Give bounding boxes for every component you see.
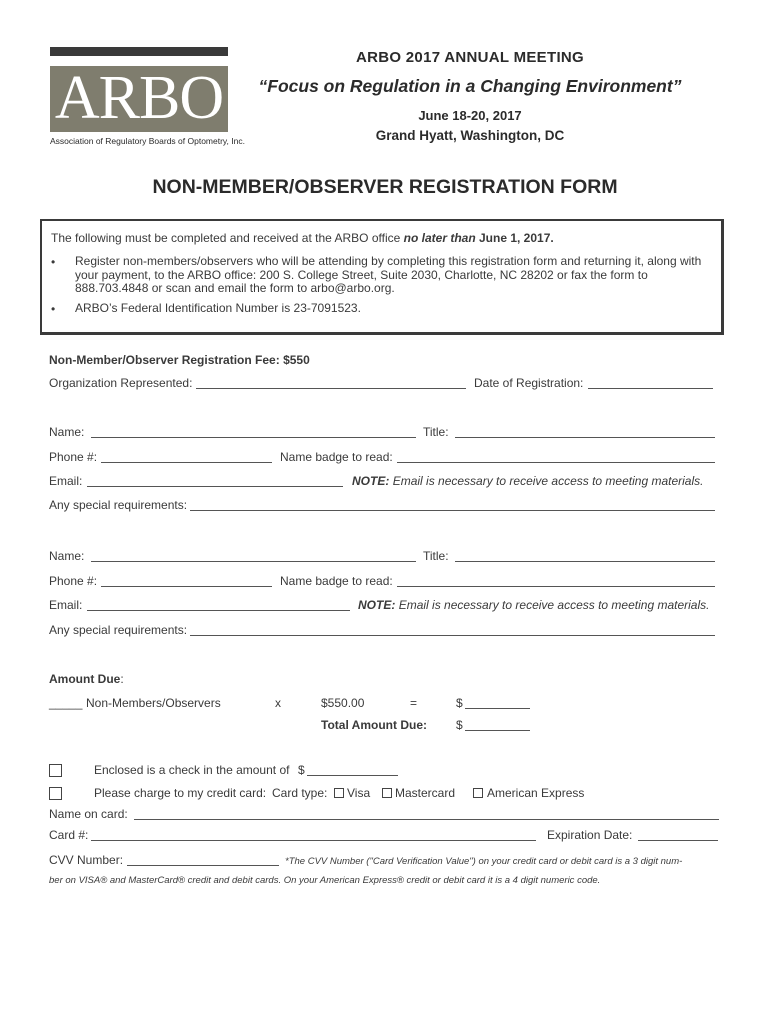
title-label: Title:: [423, 425, 449, 439]
card-type-label: Card type:: [272, 786, 328, 800]
special-requirements-label: Any special requirements:: [49, 498, 188, 512]
name-badge-field[interactable]: [397, 462, 715, 463]
cvv-field[interactable]: [127, 865, 279, 866]
total-dollar: $: [456, 718, 463, 732]
cvv-label: CVV Number:: [49, 853, 124, 867]
check-dollar: $: [298, 763, 305, 777]
email-field[interactable]: [87, 486, 343, 487]
equals-symbol: =: [410, 696, 418, 710]
visa-label: Visa: [347, 786, 371, 800]
email-note: NOTE: Email is necessary to receive access to meeting materials.: [352, 474, 704, 488]
meeting-theme: “Focus on Regulation in a Changing Environment”: [258, 76, 682, 96]
bullet-marker: •: [51, 302, 56, 316]
form-title: NON-MEMBER/OBSERVER REGISTRATION FORM: [152, 176, 618, 198]
mastercard-checkbox[interactable]: [382, 788, 392, 798]
registration-fee: Non-Member/Observer Registration Fee: $550: [49, 353, 310, 367]
subtotal-field[interactable]: [465, 708, 530, 709]
check-label: Enclosed is a check in the amount of: [94, 763, 290, 777]
arbo-logo: ARBO: [54, 64, 224, 132]
amex-label: American Express: [487, 786, 585, 800]
expiration-field[interactable]: [638, 840, 718, 841]
email-label: Email:: [49, 474, 83, 488]
name-badge-label: Name badge to read:: [280, 574, 393, 588]
special-requirements-label: Any special requirements:: [49, 623, 188, 637]
mastercard-label: Mastercard: [395, 786, 456, 800]
bullet-marker: •: [51, 255, 56, 269]
unit-price: $550.00: [321, 696, 365, 710]
email-label: Email:: [49, 598, 83, 612]
credit-card-label: Please charge to my credit card:: [94, 786, 267, 800]
title-field[interactable]: [455, 561, 715, 562]
name-on-card-field[interactable]: [134, 819, 719, 820]
meeting-title: ARBO 2017 ANNUAL MEETING: [355, 49, 585, 66]
name-label: Name:: [49, 549, 85, 563]
instructions-bullet-1: Register non-members/observers who will be attending by completing this registration form and returning it, along with your payment, to the ARBO office: 200 S. College Street, Suite 2030, Charlotte, NC 28202 or fax the form to 888.703.4848 or scan and email the form to arbo@arbo.org.: [75, 254, 702, 295]
visa-checkbox[interactable]: [334, 788, 344, 798]
meeting-dates: June 18-20, 2017: [418, 108, 522, 123]
amex-checkbox[interactable]: [473, 788, 483, 798]
title-field[interactable]: [455, 437, 715, 438]
phone-label: Phone #:: [49, 450, 98, 464]
date-registration-label: Date of Registration:: [474, 376, 584, 390]
phone-field[interactable]: [101, 462, 272, 463]
instructions-bullet-2: ARBO’s Federal Identification Number is 23-7091523.: [75, 301, 361, 315]
name-field[interactable]: [91, 437, 416, 438]
check-checkbox[interactable]: [49, 764, 62, 777]
email-note: NOTE: Email is necessary to receive access to meeting materials.: [358, 598, 710, 612]
title-label: Title:: [423, 549, 449, 563]
card-number-label: Card #:: [49, 828, 89, 842]
organization-label: Organization Represented:: [49, 376, 193, 390]
logo-top-bar: [50, 47, 228, 56]
name-on-card-label: Name on card:: [49, 807, 128, 821]
special-requirements-field[interactable]: [190, 635, 715, 636]
amount-due-heading: Amount Due:: [49, 672, 124, 686]
name-badge-field[interactable]: [397, 586, 715, 587]
name-field[interactable]: [91, 561, 416, 562]
total-amount-field[interactable]: [465, 730, 530, 731]
credit-card-checkbox[interactable]: [49, 787, 62, 800]
name-label: Name:: [49, 425, 85, 439]
check-amount-field[interactable]: [307, 775, 398, 776]
cvv-note-line-2: ber on VISA® and MasterCard® credit and debit cards. On your American Express® credit or debit card it is a 4 digit numeric code.: [49, 875, 601, 886]
date-registration-field[interactable]: [588, 388, 713, 389]
phone-label: Phone #:: [49, 574, 98, 588]
cvv-note-line-1: *The CVV Number ("Card Verification Value") on your credit card or debit card is a 3 digit num-: [285, 856, 683, 867]
logo-subtitle: Association of Regulatory Boards of Optometry, Inc.: [50, 136, 245, 146]
card-number-field[interactable]: [91, 840, 536, 841]
subtotal-dollar: $: [456, 696, 463, 710]
expiration-label: Expiration Date:: [547, 828, 633, 842]
phone-field[interactable]: [101, 586, 272, 587]
organization-field[interactable]: [196, 388, 466, 389]
special-requirements-field[interactable]: [190, 510, 715, 511]
instructions-intro: The following must be completed and received at the ARBO office no later than June 1, 2017.: [51, 231, 554, 245]
times-symbol: x: [275, 696, 281, 710]
name-badge-label: Name badge to read:: [280, 450, 393, 464]
category-label: Non-Members/Observers: [86, 696, 221, 710]
email-field[interactable]: [87, 610, 350, 611]
total-amount-label: Total Amount Due:: [321, 718, 427, 732]
quantity-field[interactable]: _____: [49, 696, 83, 710]
meeting-venue: Grand Hyatt, Washington, DC: [375, 128, 565, 143]
